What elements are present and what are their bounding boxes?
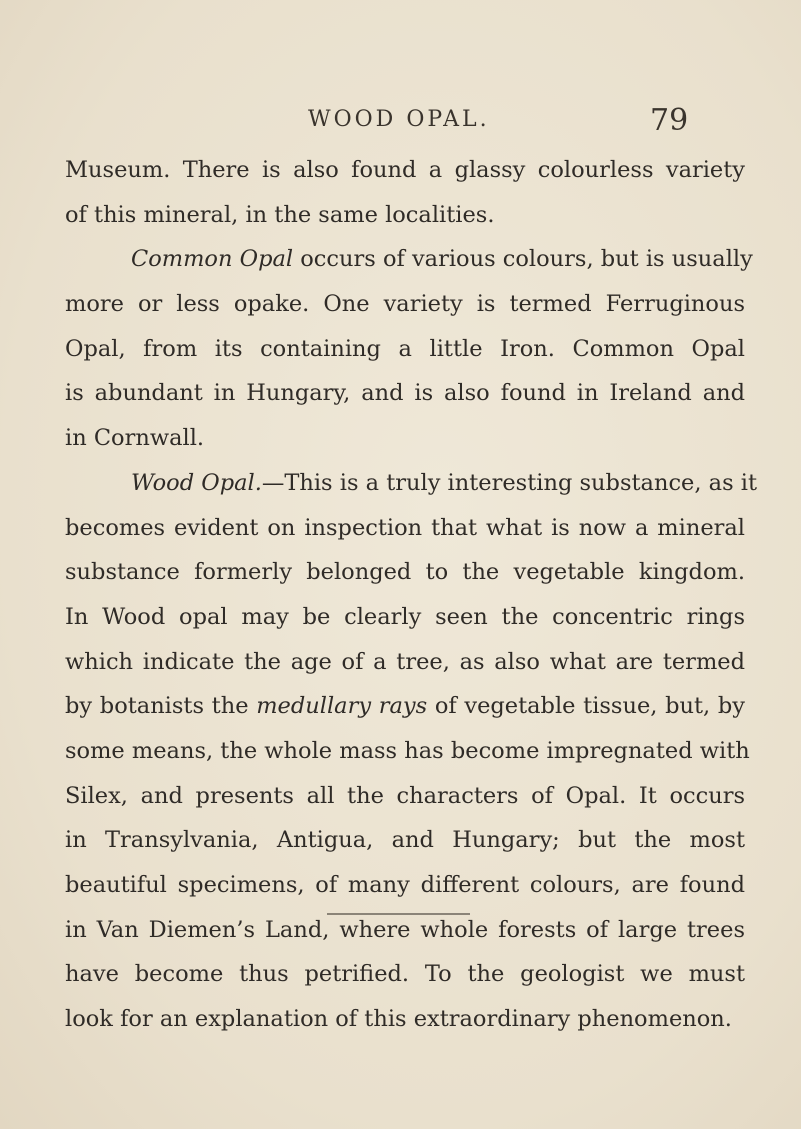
text-line: have become thus petrified. To the geologist we must xyxy=(65,961,745,988)
page-header xyxy=(0,103,801,139)
text-line: is abundant in Hungary, and is also found in Ireland and xyxy=(65,380,745,407)
text-line: in Van Diemen’s Land, where whole forests of large trees xyxy=(65,916,745,943)
text-line: Museum. There is also found a glassy colourless variety xyxy=(65,157,745,183)
text-line: substance formerly belonged to the vegetable kingdom. xyxy=(65,559,745,586)
text-line: more or less opake. One variety is termed Ferruginous xyxy=(65,291,745,318)
body-text xyxy=(65,148,758,1042)
section-rule xyxy=(327,913,470,915)
text-line: Opal, from its containing a little Iron. Common Opal xyxy=(65,335,745,362)
text-line: which indicate the age of a tree, as also what are termed xyxy=(65,648,745,675)
italic-term: medullary rays xyxy=(256,693,428,720)
text-line: In Wood opal may be clearly seen the concentric rings xyxy=(65,603,745,630)
text-line: of this mineral, in the same localities. xyxy=(65,201,495,228)
text-line: by botanists the medullary rays of vegetable tissue, but, by xyxy=(65,693,745,720)
text-line: Silex, and presents all the characters of Opal. It occurs xyxy=(65,782,745,809)
text-line: becomes evident on inspection that what is now a mineral xyxy=(65,514,745,541)
italic-term: Common Opal xyxy=(131,246,294,273)
page-number: 79 xyxy=(650,103,689,138)
italic-term: Wood Opal. xyxy=(131,469,262,496)
text-line: Common Opal occurs of various colours, but is usually xyxy=(131,246,753,273)
text-line: Wood Opal.—This is a truly interesting substance, as it xyxy=(131,469,758,496)
text-line: in Cornwall. xyxy=(65,425,205,452)
text-line: beautiful specimens, of many different colours, are found xyxy=(65,872,745,898)
running-head: WOOD OPAL. xyxy=(308,107,490,132)
text-line: look for an explanation of this extraordinary phenomenon. xyxy=(65,1006,732,1033)
text-line: in Transylvania, Antigua, and Hungary; but the most xyxy=(65,827,745,854)
text-line: some means, the whole mass has become impregnated with xyxy=(65,737,750,764)
